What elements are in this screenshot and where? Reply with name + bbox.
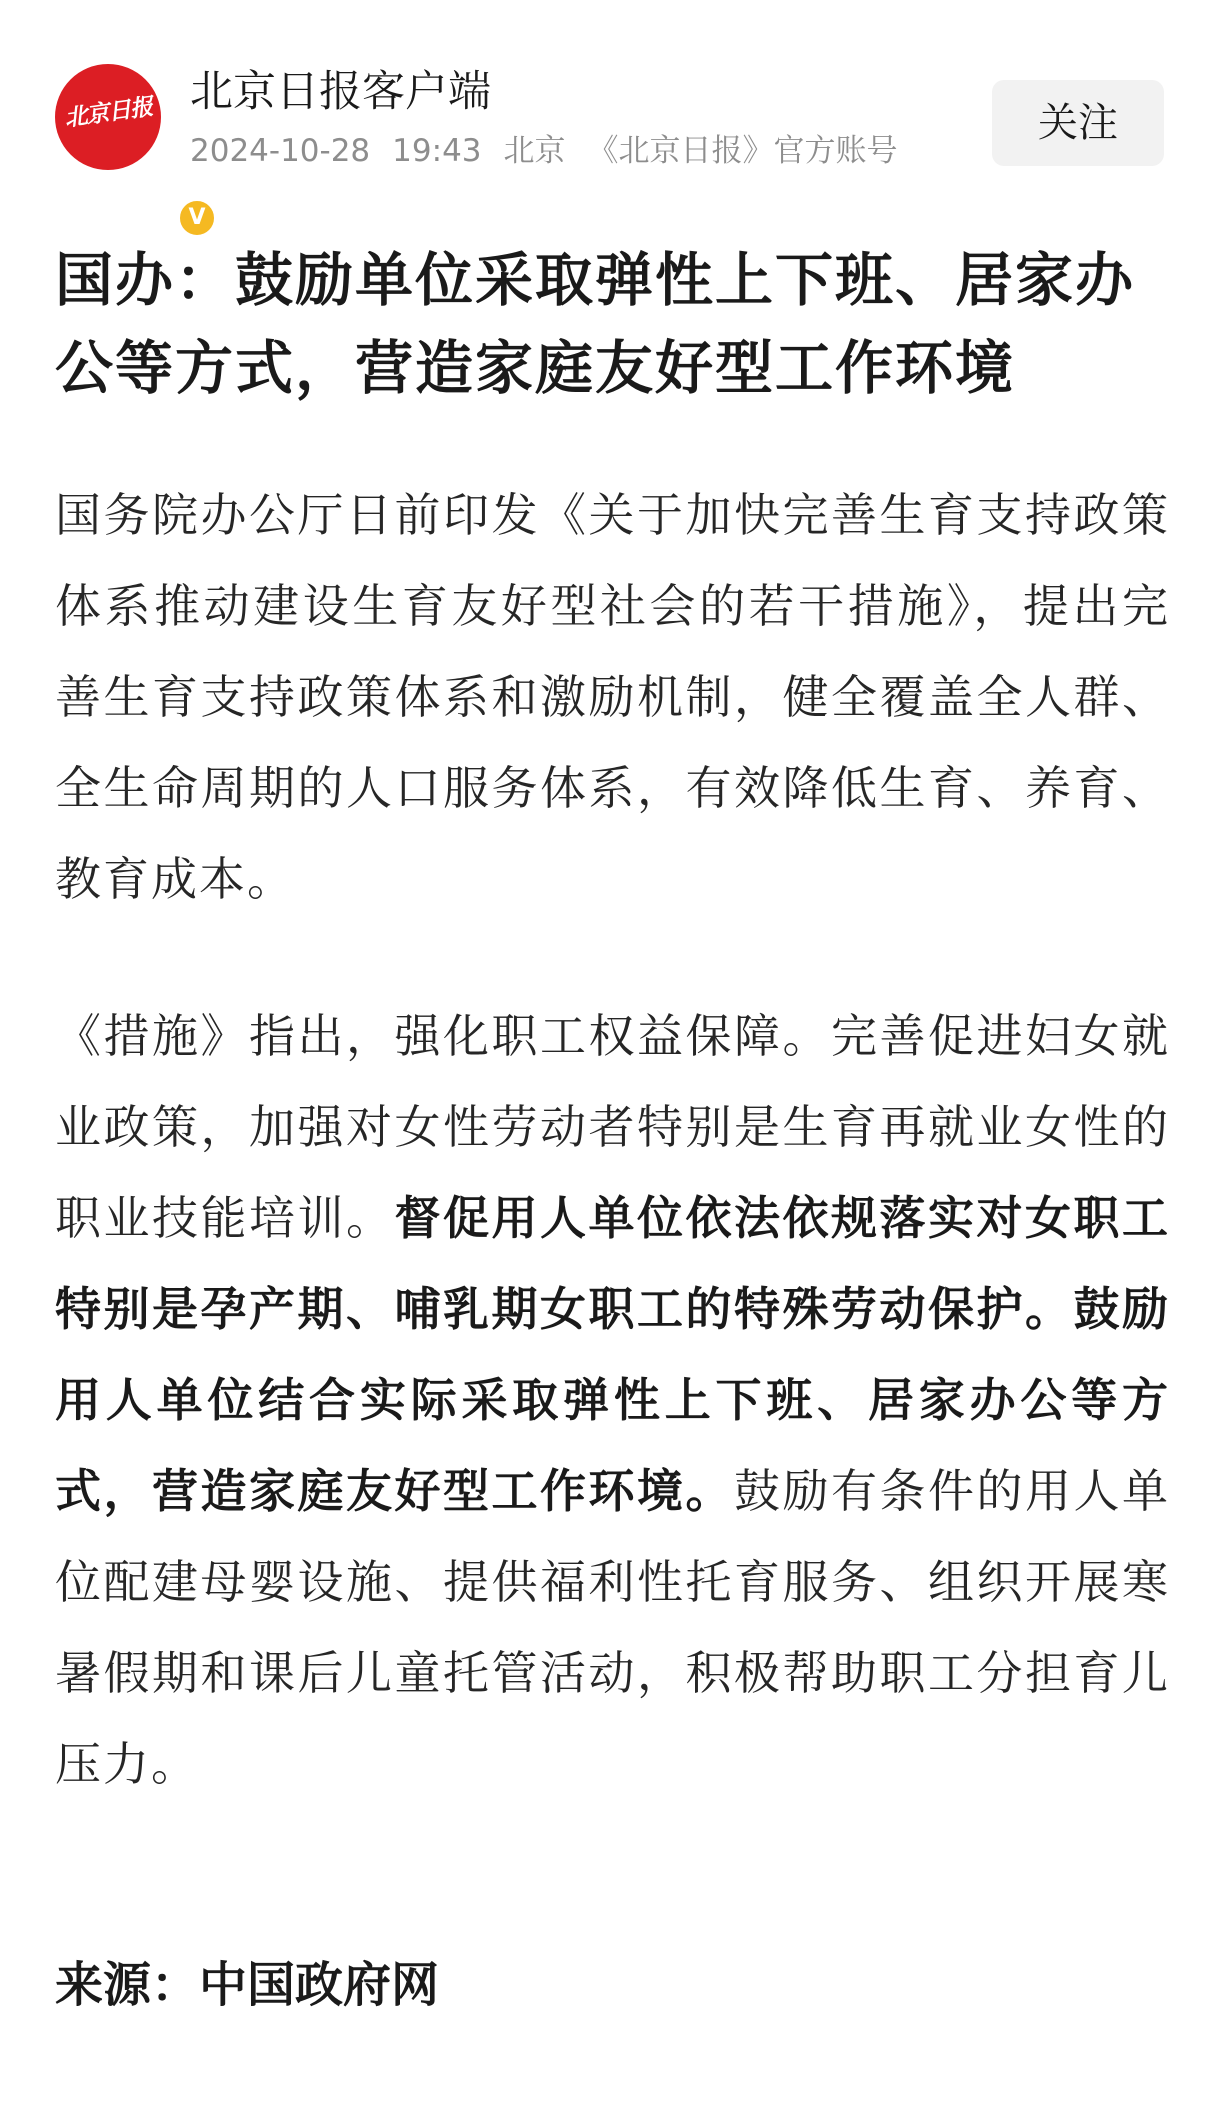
paragraph-text: 鼓励有条件的用人单位配建母婴设施、提供福利性托育服务、组织开展寒暑假期和课后儿童托管活动，积极帮助职工分担育儿压力。 (55, 1464, 1170, 1791)
publish-date: 2024-10-28 (190, 133, 371, 169)
publish-meta (190, 128, 898, 174)
account-name[interactable]: 北京日报客户端 (190, 67, 491, 117)
article-body (55, 470, 1170, 1876)
publish-time: 19:43 (392, 133, 482, 169)
paragraph-bold-text: 鼓励用人单位结合实际采取弹性上下班、居家办公等方式，营造家庭友好型工作环境。 (55, 1282, 1170, 1518)
follow-button[interactable]: 关注 (992, 80, 1164, 166)
paragraph-bold-text: 督促用人单位依法依规落实对女职工特别是孕产期、哺乳期女职工的特殊劳动保护。 (55, 1191, 1170, 1336)
account-avatar[interactable] (55, 64, 206, 230)
paragraph-text: 《措施》指出，强化职工权益保障。完善促进妇女就业政策，加强对女性劳动者特别是生育再就业女性的职业技能培训。 (55, 1009, 1170, 1245)
article-paragraph-1: 国务院办公厅日前印发《关于加快完善生育支持政策体系推动建设生育友好型社会的若干措施》，提出完善生育支持政策体系和激励机制，健全覆盖全人群、全生命周期的人口服务体系，有效降低生育、养育、教育成本。 (55, 488, 1170, 906)
verified-badge-icon: V (177, 198, 217, 238)
article-title: 国办：鼓励单位采取弹性上下班、居家办公等方式，营造家庭友好型工作环境 (55, 246, 1136, 402)
account-description: 《北京日报》官方账号 (587, 133, 898, 169)
article-paragraph-2 (55, 991, 1170, 1810)
avatar-logo-text: 北京日报 (62, 92, 154, 132)
article-header (0, 0, 1224, 230)
publish-location: 北京 (503, 133, 566, 169)
article-source: 来源：中国政府网 (55, 1957, 440, 2013)
